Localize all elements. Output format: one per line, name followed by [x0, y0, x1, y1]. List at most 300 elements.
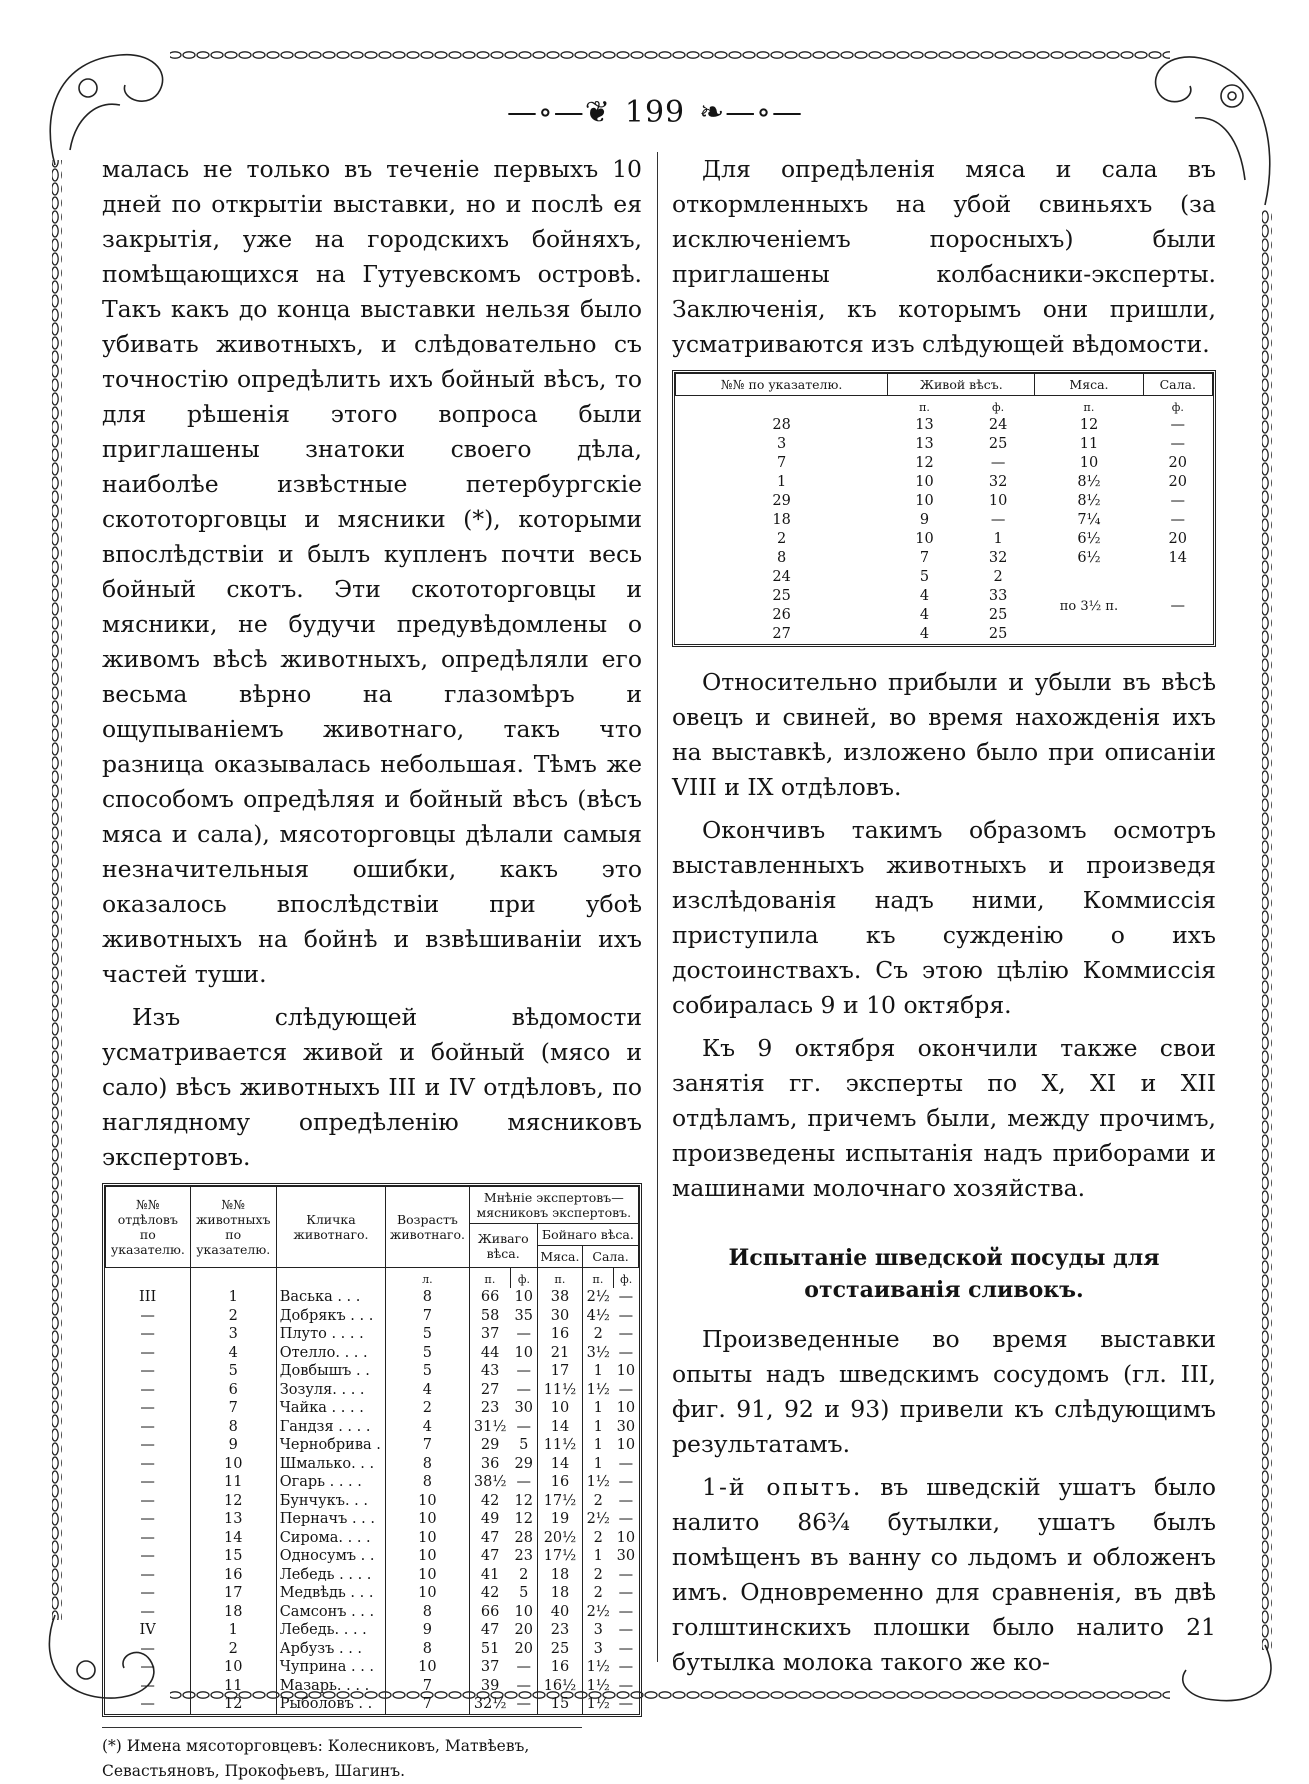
table-cell: Добрякъ . . .	[276, 1307, 385, 1326]
table-cell: 10	[386, 1510, 469, 1529]
table-cell: 44	[469, 1344, 511, 1363]
table-cell: 10	[616, 1437, 636, 1453]
table-cell: —	[618, 1659, 634, 1675]
table-cell: Сирома. . . .	[276, 1529, 385, 1548]
table-cell: 66	[469, 1288, 511, 1307]
table-cell: 13	[915, 436, 934, 452]
paragraph: Для опредѣленія мяса и сала въ откормленныхъ на убой свиньяхъ (за исключеніемъ поросныхъ) были приглашены колбасники-эксперты. Заключенія, къ которымъ они пришли, усматриваются изъ слѣдующей вѣдомости.	[672, 155, 1216, 358]
table-cell: 15	[537, 1695, 582, 1714]
table-cell: 12	[1079, 417, 1099, 433]
table-cell: 1	[583, 1399, 614, 1418]
table-cell: —	[516, 1659, 531, 1675]
table-cell: Лебедь . . . .	[276, 1566, 385, 1585]
table-cell: 27	[772, 626, 791, 642]
col-header-experts: Мнѣніе экспертовъ—мясниковъ экспертовъ.	[469, 1187, 638, 1224]
table-cell: —	[140, 1326, 155, 1342]
table-cell: 2	[583, 1584, 614, 1603]
table-cell: 5	[519, 1437, 529, 1453]
table-cell: —	[516, 1696, 531, 1712]
table-cell: 30	[616, 1418, 636, 1435]
table-cell: —	[618, 1492, 634, 1509]
table-cell: 23	[514, 1548, 533, 1564]
table-cell: 13	[190, 1510, 276, 1529]
table-cell: Гандзя . . . .	[276, 1418, 385, 1437]
table-cell: 24	[772, 569, 791, 585]
col-header-live: Живаго вѣса.	[469, 1224, 537, 1268]
unit-cell: ф.	[992, 401, 1005, 414]
table-cell: 8	[386, 1288, 469, 1307]
experiment-label: 1-й опытъ.	[702, 1473, 863, 1501]
table-cell: 8½	[1077, 474, 1101, 490]
table-cell: —	[140, 1566, 155, 1583]
table-cell: 40	[537, 1603, 582, 1622]
table-cell: 11	[1079, 436, 1099, 452]
table-cell: 30	[537, 1307, 582, 1326]
table-cell: Арбузъ . . .	[276, 1640, 385, 1659]
table-cell: 1½	[583, 1473, 614, 1492]
table-cell: 16	[537, 1473, 582, 1492]
table-row	[676, 492, 1213, 511]
table-cell: 11½	[537, 1381, 582, 1400]
section-title: Испытаніе шведской посуды для отстаиванія сливокъ.	[728, 1245, 1160, 1303]
table-cell: 43	[469, 1362, 511, 1381]
table-cell: 8	[386, 1603, 469, 1622]
table-cell: 10	[616, 1400, 636, 1416]
table-cell: 35	[514, 1307, 533, 1324]
unit-cell: ф.	[511, 1268, 538, 1289]
table-cell: Чернобрива .	[276, 1436, 385, 1455]
table-cell: 29	[772, 493, 791, 509]
table-cell: 66	[469, 1603, 511, 1622]
right-column	[672, 152, 1216, 1688]
table-cell: —	[1170, 417, 1185, 433]
table-cell: 25	[988, 626, 1008, 642]
table-cell: 2	[583, 1325, 614, 1344]
table-row	[676, 530, 1213, 549]
paragraph	[672, 1470, 1216, 1680]
table-cell: Перначъ . . .	[276, 1510, 385, 1529]
table-cell: III	[139, 1289, 157, 1305]
table-cell: —	[990, 455, 1006, 471]
table-cell: —	[516, 1474, 531, 1490]
unit-cell: ф.	[613, 1268, 638, 1289]
table-cell: 39	[469, 1677, 511, 1696]
table-cell: 3	[776, 436, 787, 452]
table-cell: 5	[919, 569, 930, 585]
table-cell: 12	[190, 1695, 276, 1714]
table-cell: 12	[514, 1492, 533, 1509]
paragraph: Произведенные во время выставки опыты надъ шведскимъ сосудомъ (гл. III, фиг. 91, 92 и 93) привели къ слѣдующимъ результатамъ.	[672, 1325, 1216, 1458]
table-cell: Самсонъ . . .	[276, 1603, 385, 1622]
table-cell: Плуто . . . .	[276, 1325, 385, 1344]
table-cell: 8	[190, 1418, 276, 1437]
table-cell: 2	[993, 569, 1003, 585]
table-row	[106, 1288, 639, 1307]
table-cell: 10	[386, 1566, 469, 1585]
table-cell: —	[140, 1381, 155, 1398]
table-cell: —	[618, 1696, 634, 1712]
table-cell: 2	[190, 1640, 276, 1659]
table-cell: 47	[469, 1547, 511, 1566]
table-cell: 10	[1079, 455, 1099, 471]
unit-cell: л.	[386, 1268, 469, 1289]
table-row	[106, 1658, 639, 1677]
table-cell: 2	[776, 531, 787, 547]
table-cell: 42	[469, 1584, 511, 1603]
table-row	[106, 1640, 639, 1659]
table-row	[106, 1344, 639, 1363]
table-cell: 7	[919, 550, 930, 566]
table-cell: 25	[988, 607, 1008, 623]
table-cell: 10	[190, 1658, 276, 1677]
col-header-fat: Сала.	[583, 1246, 639, 1268]
table-cell: 9	[386, 1621, 469, 1640]
table-cell: 5	[386, 1344, 469, 1363]
table-cell: 36	[469, 1455, 511, 1474]
cattle-table	[102, 1183, 642, 1717]
table-cell: 3	[583, 1640, 614, 1659]
table-cell: 12	[915, 455, 934, 471]
table-cell: 6	[190, 1381, 276, 1400]
table-cell: 10	[988, 493, 1008, 509]
table-cell: 41	[469, 1566, 511, 1585]
right-ornament-icon: ❧—∘—	[699, 95, 803, 130]
table-cell: Чайка . . . .	[276, 1399, 385, 1418]
table-cell: 10	[514, 1289, 533, 1305]
table-cell: 4	[919, 588, 930, 604]
table-row	[106, 1492, 639, 1511]
units-row	[106, 1268, 639, 1289]
unit-cell: п.	[1083, 401, 1095, 414]
table-cell: —	[618, 1289, 634, 1305]
table-cell: 2	[583, 1566, 614, 1585]
table-cell: 9	[190, 1436, 276, 1455]
table-cell: Односумъ . .	[276, 1547, 385, 1566]
table-cell: 1	[583, 1436, 614, 1455]
table-row	[106, 1584, 639, 1603]
table-row	[106, 1510, 639, 1529]
paragraph: Относительно прибыли и убыли въ вѣсѣ овецъ и свиней, во время нахожденія ихъ на выставкѣ, изложено было при описаніи VIII и IX отдѣловъ.	[672, 668, 1216, 801]
table-cell: 23	[537, 1621, 582, 1640]
table-cell: —	[516, 1418, 531, 1435]
table-row	[676, 511, 1213, 530]
table-row	[106, 1566, 639, 1585]
table-cell: 10	[386, 1658, 469, 1677]
table-cell: 11	[190, 1677, 276, 1696]
table-cell: IV	[139, 1622, 156, 1638]
table-cell: 7	[386, 1695, 469, 1714]
table-cell: 1	[190, 1621, 276, 1640]
table-cell: 17	[537, 1362, 582, 1381]
table-cell: Довбышъ . .	[276, 1362, 385, 1381]
table-cell: 30	[616, 1548, 636, 1564]
table-cell: —	[516, 1677, 531, 1694]
unit-cell: п.	[537, 1268, 582, 1289]
table-cell: 6½	[1077, 531, 1101, 547]
table-cell: 19	[537, 1510, 582, 1529]
table-cell: 4	[386, 1418, 469, 1437]
table-cell: 28	[772, 417, 791, 433]
table-cell: 10	[537, 1399, 582, 1418]
table-cell: Отелло. . . .	[276, 1344, 385, 1363]
paragraph: Къ 9 октября окончили также свои занятія гг. эксперты по X, XI и XII отдѣламъ, причемъ были, между прочимъ, произведены испытанія надъ приборами и машинами молочнаго хозяйства.	[672, 1034, 1216, 1202]
table-cell: 7	[386, 1677, 469, 1696]
left-column	[102, 152, 642, 1784]
table-cell: 1½	[583, 1658, 614, 1677]
table-cell: —	[140, 1400, 155, 1416]
table-cell: —	[1170, 436, 1185, 452]
table-cell: 7¼	[1077, 512, 1101, 528]
table-cell: 8	[386, 1473, 469, 1492]
table-cell: Шмалько. . .	[276, 1455, 385, 1474]
table-cell: 1	[190, 1288, 276, 1307]
col-header-fat: Сала.	[1143, 374, 1212, 396]
table-cell: 18	[190, 1603, 276, 1622]
table-cell: Мазарь. . . .	[276, 1677, 385, 1696]
table-cell: 10	[915, 531, 934, 547]
table-cell: 17½	[537, 1492, 582, 1511]
table-cell: Рыболовъ . .	[276, 1695, 385, 1714]
table-cell: —	[618, 1566, 634, 1583]
table-row	[106, 1529, 639, 1548]
table-row	[106, 1695, 639, 1714]
table-cell: 17½	[537, 1547, 582, 1566]
table-cell: 32½	[469, 1695, 511, 1714]
unit-cell	[676, 396, 888, 417]
unit-cell: ф.	[1171, 401, 1184, 414]
table-cell: 10	[386, 1584, 469, 1603]
table-cell: —	[618, 1677, 634, 1694]
unit-cell	[190, 1268, 276, 1289]
table-cell: 10	[514, 1603, 533, 1620]
table-row	[106, 1436, 639, 1455]
table-cell: 2½	[583, 1603, 614, 1622]
table-cell: 10	[386, 1529, 469, 1548]
table-cell: 14	[1168, 550, 1187, 566]
table-cell: —	[140, 1696, 155, 1712]
table-cell: 16	[537, 1658, 582, 1677]
table-cell: 21	[537, 1344, 582, 1363]
table-cell: 8	[776, 550, 787, 566]
table-row	[676, 549, 1213, 568]
table-cell: 18	[537, 1566, 582, 1585]
table-cell: —	[1170, 512, 1185, 528]
paragraph: малась не только въ теченіе первыхъ 10 дней по открытіи выставки, но и послѣ ея закрытія, уже на городскихъ бойняхъ, помѣщающихся на Гутуевскомъ островѣ. Такъ какъ до конца выставки нельзя было убивать животныхъ, и слѣдовательно съ точностію опредѣлить ихъ бойный вѣсъ, то для рѣшенія этого вопроса были приглашены знатоки своего дѣла, наиболѣе извѣстные петербургскіе скототорговцы и мясники (*), которыми впослѣдствіи и былъ купленъ почти весь бойный скотъ. Эти скототорговцы и мясники, не будучи предувѣдомлены о живомъ вѣсѣ животныхъ, опредѣляли его весьма вѣрно на глазомѣръ и ощупываніемъ животнаго, такъ что разница оказывалась небольшая. Тѣмъ же способомъ опредѣляя и бойный вѣсъ (вѣсъ мяса и сала), мясоторговцы дѣлали самыя незначительныя ошибки, какъ это оказалось впослѣдствіи при убоѣ животныхъ на бойнѣ и взвѣшиваніи ихъ частей туши.	[102, 155, 642, 988]
col-header-dept: №№ отдѣловъ по указателю.	[106, 1187, 191, 1268]
table-cell: —	[618, 1511, 634, 1527]
table-cell: 1	[583, 1547, 614, 1566]
table-cell: 1	[776, 474, 787, 490]
column-divider	[657, 152, 658, 1662]
table-cell: 7	[386, 1436, 469, 1455]
table-cell: —	[618, 1622, 634, 1638]
table-cell: 1½	[583, 1677, 614, 1696]
table-cell: 14	[537, 1455, 582, 1474]
table-cell: —	[140, 1418, 155, 1435]
table-cell: 16½	[537, 1677, 582, 1696]
table-cell: Зозуля. . . .	[276, 1381, 385, 1400]
table-cell: —	[140, 1492, 155, 1509]
table-row	[106, 1677, 639, 1696]
table-cell: —	[140, 1307, 155, 1324]
table-cell: —	[516, 1363, 531, 1379]
table-cell: 10	[386, 1547, 469, 1566]
col-header-slaughter: Бойнаго вѣса.	[537, 1224, 638, 1246]
table-cell: 3½	[583, 1344, 614, 1363]
unit-cell: п.	[583, 1268, 614, 1289]
paragraph: Окончивъ такимъ образомъ осмотръ выставленныхъ животныхъ и произведя изслѣдованія надъ ними, Коммиссія приступила къ сужденію о ихъ достоинствахъ. Съ этою цѣлію Коммиссія собиралась 9 и 10 октября.	[672, 816, 1216, 1019]
table-cell: —	[618, 1474, 634, 1490]
table-cell: 10	[915, 493, 934, 509]
col-header-name: Кличка животнаго.	[276, 1187, 385, 1268]
table-cell: 27	[469, 1381, 511, 1400]
group-fat-cell: —	[1170, 597, 1185, 614]
table-cell: —	[618, 1640, 634, 1657]
table-row	[676, 435, 1213, 454]
table-cell: 20	[1168, 474, 1187, 490]
table-row	[676, 473, 1213, 492]
table-cell: 2	[386, 1399, 469, 1418]
table-cell: 1	[993, 531, 1003, 547]
table-row	[676, 416, 1213, 435]
table-cell: 30	[514, 1400, 533, 1416]
table-cell: 10	[616, 1529, 636, 1546]
table-cell: 25	[988, 436, 1008, 452]
table-cell: 7	[190, 1399, 276, 1418]
table-cell: 20	[1168, 531, 1187, 547]
table-cell: 25	[772, 588, 791, 604]
left-ornament-icon: —∘—❦	[507, 95, 611, 130]
unit-cell: п.	[469, 1268, 511, 1289]
table-cell: 2½	[583, 1510, 614, 1529]
table-cell: 10	[514, 1344, 533, 1361]
table-cell: 8½	[1077, 493, 1101, 509]
table-cell: —	[618, 1455, 634, 1472]
table-cell: 20	[514, 1640, 533, 1657]
table-cell: 13	[915, 417, 934, 433]
table-cell: —	[618, 1344, 634, 1361]
unit-cell	[276, 1268, 385, 1289]
table-cell: —	[516, 1381, 531, 1398]
table-cell: 37	[469, 1658, 511, 1677]
table-cell: —	[1170, 493, 1185, 509]
table-row	[106, 1325, 639, 1344]
table-row	[106, 1455, 639, 1474]
table-cell: 3	[583, 1621, 614, 1640]
table-cell: 20	[1168, 455, 1187, 471]
table-cell: 58	[469, 1307, 511, 1326]
col-header-number: №№ животныхъ по указателю.	[190, 1187, 276, 1268]
table-cell: 38½	[469, 1473, 511, 1492]
table-cell: Огарь . . . .	[276, 1473, 385, 1492]
table-cell: 28	[514, 1529, 533, 1546]
table-cell: —	[140, 1603, 155, 1620]
table-cell: 38	[537, 1288, 582, 1307]
table-cell: —	[140, 1437, 155, 1453]
table-cell: —	[990, 512, 1006, 528]
table-cell: 11	[190, 1473, 276, 1492]
table-cell: 5	[519, 1585, 529, 1601]
table-cell: 37	[469, 1325, 511, 1344]
table-cell: —	[618, 1307, 634, 1324]
table-cell: 31½	[469, 1418, 511, 1437]
table-cell: 14	[537, 1418, 582, 1437]
table-row	[106, 1307, 639, 1326]
table-cell: —	[618, 1585, 634, 1601]
table-cell: 18	[772, 512, 791, 528]
table-cell: 3	[190, 1325, 276, 1344]
table-cell: 4	[190, 1344, 276, 1363]
table-cell: 10	[190, 1455, 276, 1474]
table-cell: 1½	[583, 1695, 614, 1714]
table-cell: 8	[386, 1640, 469, 1659]
table-cell: 51	[469, 1640, 511, 1659]
table-cell: 12	[514, 1511, 533, 1527]
table-cell: 4	[919, 626, 930, 642]
table-cell: —	[140, 1363, 155, 1379]
units-row	[676, 396, 1213, 417]
table-cell: 6½	[1077, 550, 1101, 566]
table-cell: 29	[469, 1436, 511, 1455]
table-cell: 1	[583, 1418, 614, 1437]
table-cell: 2½	[583, 1288, 614, 1307]
table-row	[106, 1399, 639, 1418]
table-cell: —	[140, 1344, 155, 1361]
table-cell: 4½	[583, 1307, 614, 1326]
table-cell: 4	[919, 607, 930, 623]
table-cell: —	[140, 1529, 155, 1546]
table-cell: 5	[386, 1362, 469, 1381]
table-row	[676, 454, 1213, 473]
table-cell: 1½	[583, 1381, 614, 1400]
page-number-text: 199	[624, 95, 686, 130]
table-row	[106, 1418, 639, 1437]
table-cell: 1	[583, 1455, 614, 1474]
table-cell: 17	[190, 1584, 276, 1603]
table-cell: Лебедь. . . .	[276, 1621, 385, 1640]
table-cell: —	[140, 1474, 155, 1490]
table-cell: —	[140, 1677, 155, 1694]
table-cell: 20	[514, 1622, 533, 1638]
table-cell: 2	[519, 1566, 529, 1583]
table-cell: 11½	[537, 1436, 582, 1455]
table-cell: Бунчукъ. . .	[276, 1492, 385, 1511]
table-cell: 20½	[537, 1529, 582, 1548]
table-row	[676, 568, 1213, 587]
table-row	[106, 1362, 639, 1381]
pig-table	[672, 370, 1216, 647]
table-cell: 7	[776, 455, 787, 471]
table-cell: 9	[919, 512, 930, 528]
table-cell: 23	[469, 1399, 511, 1418]
table-cell: —	[140, 1548, 155, 1564]
table-cell: 7	[386, 1307, 469, 1326]
page-number	[500, 95, 810, 130]
table-cell: 29	[514, 1455, 533, 1472]
table-row	[106, 1473, 639, 1492]
paragraph: Изъ слѣдующей вѣдомости усматривается живой и бойный (мясо и сало) вѣсъ животныхъ III и IV отдѣловъ, по наглядному опредѣленію мясниковъ экспертовъ.	[102, 1003, 642, 1171]
col-header-age: Возрастъ животнаго.	[386, 1187, 469, 1268]
table-row	[106, 1603, 639, 1622]
table-row	[106, 1381, 639, 1400]
table-cell: 2	[583, 1529, 614, 1548]
table-cell: 32	[988, 550, 1008, 566]
table-cell: 10	[915, 474, 934, 490]
table-row	[106, 1621, 639, 1640]
table-cell: 33	[988, 588, 1008, 604]
col-header-meat: Мяса.	[1035, 374, 1143, 396]
table-cell: —	[140, 1455, 155, 1472]
